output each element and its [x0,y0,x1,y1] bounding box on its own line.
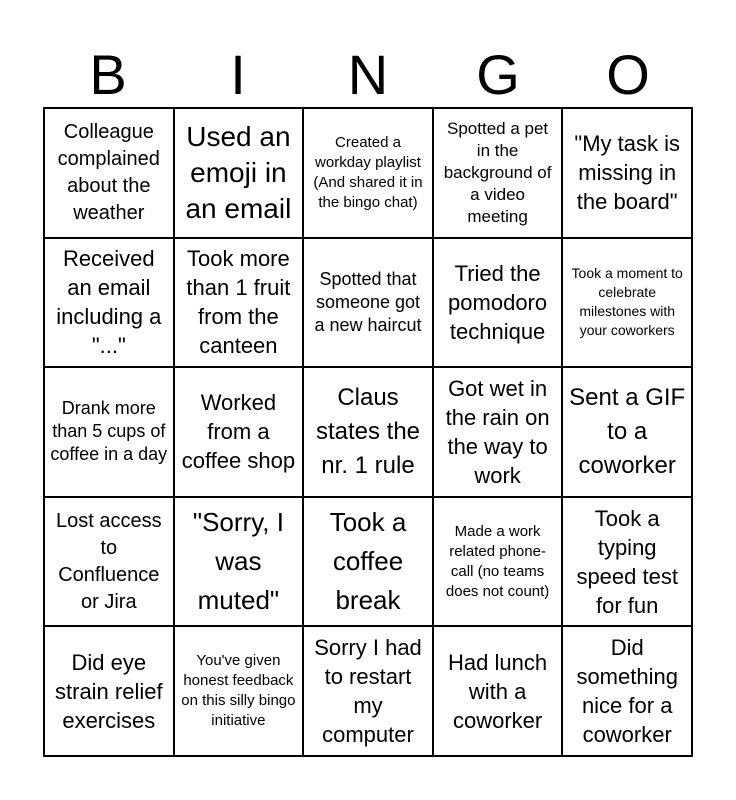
bingo-cell-3-1[interactable] [44,367,174,497]
bingo-cell-5-4[interactable] [433,626,563,756]
cell-text: Received an email including a "..." [56,246,162,359]
bingo-cell-3-3[interactable] [303,367,433,497]
bingo-board [43,107,693,757]
bingo-cell-1-2[interactable] [174,108,304,238]
bingo-cell-4-4[interactable] [433,497,563,627]
cell-text: Sent a GIF to a coworker [569,383,686,479]
bingo-cell-1-3[interactable] [303,108,433,238]
bingo-cell-5-1[interactable] [44,626,174,756]
bingo-cell-4-3[interactable] [303,497,433,627]
cell-text: Took a typing speed test for fun [576,505,678,618]
cell-text: Did something nice for a coworker [576,635,678,748]
cell-text: Got wet in the rain on the way to work [445,375,550,488]
header-letter-b: B [89,43,127,106]
bingo-cell-5-5[interactable] [562,626,692,756]
bingo-cell-2-2[interactable] [174,238,304,368]
bingo-cell-2-5[interactable] [562,238,692,368]
cell-text: Did eye strain relief exercises [55,649,163,733]
cell-text: Made a work related phone-call (no teams does not count) [445,522,550,600]
header-letter-n: N [347,43,389,106]
cell-text: Drank more than 5 cups of coffee in a day [50,398,168,465]
bingo-cell-4-2[interactable] [174,497,304,627]
cell-text: Spotted that someone got a new haircut [314,268,422,335]
bingo-cell-2-1[interactable] [44,238,174,368]
cell-text: Sorry I had to restart my computer [314,635,422,748]
cell-text: Took a coffee break [329,507,407,616]
bingo-cell-1-4[interactable] [433,108,563,238]
bingo-cell-2-4[interactable] [433,238,563,368]
header-letter-i: I [230,43,246,106]
bingo-cell-1-5[interactable] [562,108,692,238]
cell-text: Worked from a coffee shop [181,390,296,474]
bingo-cell-1-1[interactable] [44,108,174,238]
cell-text: Took more than 1 fruit from the canteen [186,246,291,359]
bingo-cell-2-3[interactable] [303,238,433,368]
cell-text: Tried the pomodoro technique [448,260,548,344]
cell-text: Colleague complained about the weather [57,120,160,224]
cell-text: "My task is missing in the board" [574,131,680,215]
bingo-cell-3-5[interactable] [562,367,692,497]
bingo-cell-5-3[interactable] [303,626,433,756]
bingo-cell-5-2[interactable] [174,626,304,756]
header-letter-o: O [606,43,650,106]
cell-text: Had lunch with a coworker [448,649,548,733]
bingo-cell-4-1[interactable] [44,497,174,627]
bingo-header [43,44,693,106]
cell-text: Spotted a pet in the background of a video meeting [443,118,552,226]
bingo-cell-3-4[interactable] [433,367,563,497]
header-letter-g: G [476,43,520,106]
bingo-cell-3-2[interactable] [174,367,304,497]
cell-text: Created a workday playlist (And shared it in the bingo chat) [313,133,423,211]
cell-text: Used an emoji in an email [185,120,292,224]
bingo-cell-4-5[interactable] [562,497,692,627]
cell-text: Lost access to Confluence or Jira [55,509,162,613]
cell-text: "Sorry, I was muted" [192,507,284,616]
cell-text: You've given honest feedback on this silly bingo initiative [181,652,296,730]
cell-text: Took a moment to celebrate milestones with your coworkers [571,265,683,339]
cell-text: Claus states the nr. 1 rule [315,383,421,479]
